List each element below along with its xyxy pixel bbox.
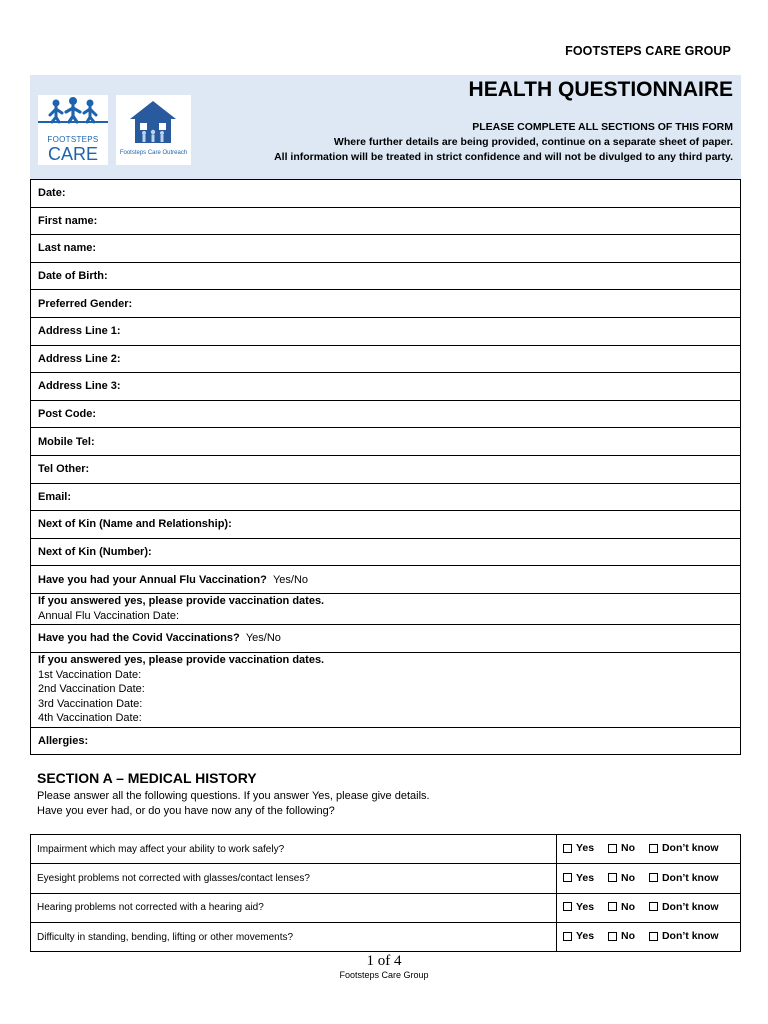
- checkbox-icon: [563, 932, 572, 941]
- medical-question-2: Eyesight problems not corrected with glasses/contact lenses?: [31, 864, 557, 893]
- checkbox-icon: [649, 932, 658, 941]
- flu-followup-heading: If you answered yes, please provide vaccination dates.: [38, 595, 325, 608]
- logo-text-outreach: Footsteps Care Outreach: [119, 150, 188, 156]
- yes-label: Yes: [576, 930, 595, 943]
- dont-know-checkbox[interactable]: [649, 842, 719, 854]
- checkbox-icon: [649, 844, 658, 853]
- flu-vaccination-yes-no: Yes/No: [272, 573, 308, 586]
- field-address-line-2[interactable]: Address Line 2:: [31, 345, 741, 373]
- no-checkbox[interactable]: [608, 842, 635, 854]
- document-title: HEALTH QUESTIONNAIRE: [468, 78, 733, 101]
- field-date-of-birth[interactable]: Date of Birth:: [31, 262, 741, 290]
- flu-vaccination-question: Have you had your Annual Flu Vaccination?: [38, 573, 267, 586]
- answer-options-2: [557, 864, 741, 893]
- section-a-instruction-1: Please answer all the following questions. If you answer Yes, please give details.: [37, 790, 430, 802]
- no-label: No: [621, 842, 636, 855]
- footsteps-care-logo: [38, 95, 108, 165]
- covid-vaccination-date-1: 1st Vaccination Date:: [38, 668, 142, 681]
- field-preferred-gender[interactable]: Preferred Gender:: [31, 290, 741, 318]
- checkbox-icon: [649, 873, 658, 882]
- medical-question-3: Hearing problems not corrected with a hearing aid?: [31, 893, 557, 922]
- field-next-of-kin-name[interactable]: Next of Kin (Name and Relationship):: [31, 511, 741, 539]
- section-a-title: SECTION A – MEDICAL HISTORY: [37, 770, 257, 786]
- dont-know-label: Don’t know: [661, 842, 719, 855]
- field-covid-vaccination-dates[interactable]: [31, 652, 741, 727]
- field-tel-other[interactable]: Tel Other:: [31, 455, 741, 483]
- checkbox-icon: [649, 902, 658, 911]
- dont-know-checkbox[interactable]: [649, 930, 719, 942]
- page-number: 1 of 4: [366, 953, 402, 969]
- field-address-line-3[interactable]: Address Line 3:: [31, 373, 741, 401]
- dont-know-label: Don’t know: [661, 871, 719, 884]
- instruction-line-1: PLEASE COMPLETE ALL SECTIONS OF THIS FORM: [472, 121, 733, 133]
- covid-vaccination-question: Have you had the Covid Vaccinations?: [38, 632, 240, 645]
- dont-know-label: Don’t know: [661, 900, 719, 913]
- dont-know-label: Don’t know: [661, 930, 719, 943]
- covid-vaccination-date-2: 2nd Vaccination Date:: [38, 683, 145, 696]
- no-checkbox[interactable]: [608, 872, 635, 884]
- covid-vaccination-date-4: 4th Vaccination Date:: [38, 712, 142, 725]
- yes-label: Yes: [576, 871, 595, 884]
- yes-checkbox[interactable]: [563, 842, 594, 854]
- dont-know-checkbox[interactable]: [649, 872, 719, 884]
- checkbox-icon: [608, 844, 617, 853]
- field-next-of-kin-number[interactable]: Next of Kin (Number):: [31, 538, 741, 566]
- field-allergies[interactable]: Allergies:: [31, 727, 741, 755]
- field-last-name[interactable]: Last name:: [31, 235, 741, 263]
- checkbox-icon: [608, 873, 617, 882]
- header-band: [30, 75, 741, 179]
- covid-vaccination-yes-no: Yes/No: [245, 632, 281, 645]
- yes-label: Yes: [576, 900, 595, 913]
- field-address-line-1[interactable]: Address Line 1:: [31, 317, 741, 345]
- table-row: [31, 893, 741, 922]
- field-date[interactable]: Date:: [31, 180, 741, 208]
- checkbox-icon: [563, 844, 572, 853]
- covid-vaccination-date-3: 3rd Vaccination Date:: [38, 697, 143, 710]
- answer-options-4: [557, 922, 741, 951]
- field-mobile-tel[interactable]: Mobile Tel:: [31, 428, 741, 456]
- footsteps-care-outreach-logo: [116, 95, 191, 165]
- field-flu-vaccination-dates[interactable]: [31, 593, 741, 624]
- checkbox-icon: [563, 873, 572, 882]
- checkbox-icon: [563, 902, 572, 911]
- covid-followup-heading: If you answered yes, please provide vaccination dates.: [38, 654, 325, 667]
- no-checkbox[interactable]: [608, 901, 635, 913]
- field-flu-vaccination[interactable]: [31, 566, 741, 594]
- medical-history-table: [30, 834, 741, 952]
- table-row: [31, 922, 741, 951]
- personal-details-table: [30, 179, 741, 755]
- no-label: No: [621, 871, 636, 884]
- organisation-name: FOOTSTEPS CARE GROUP: [565, 44, 731, 58]
- medical-question-4: Difficulty in standing, bending, lifting or other movements?: [31, 922, 557, 951]
- field-email[interactable]: Email:: [31, 483, 741, 511]
- yes-checkbox[interactable]: [563, 872, 594, 884]
- no-label: No: [621, 930, 636, 943]
- checkbox-icon: [608, 902, 617, 911]
- flu-vaccination-date: Annual Flu Vaccination Date:: [38, 609, 180, 622]
- logo-text-footsteps: FOOTSTEPS: [47, 135, 99, 144]
- checkbox-icon: [608, 932, 617, 941]
- section-a-instruction-2: Have you ever had, or do you have now any of the following?: [37, 805, 335, 817]
- no-label: No: [621, 900, 636, 913]
- dont-know-checkbox[interactable]: [649, 901, 719, 913]
- instruction-line-3: All information will be treated in strict confidence and will not be divulged to any third party.: [274, 151, 733, 163]
- field-covid-vaccination[interactable]: [31, 624, 741, 652]
- yes-checkbox[interactable]: [563, 901, 594, 913]
- instruction-line-2: Where further details are being provided, continue on a separate sheet of paper.: [333, 136, 733, 148]
- field-first-name[interactable]: First name:: [31, 207, 741, 235]
- no-checkbox[interactable]: [608, 930, 635, 942]
- logo-text-care: CARE: [47, 144, 98, 164]
- field-post-code[interactable]: Post Code:: [31, 400, 741, 428]
- footer-organisation: Footsteps Care Group: [339, 970, 429, 980]
- medical-question-1: Impairment which may affect your ability to work safely?: [31, 835, 557, 864]
- table-row: [31, 864, 741, 893]
- table-row: [31, 835, 741, 864]
- yes-checkbox[interactable]: [563, 930, 594, 942]
- answer-options-3: [557, 893, 741, 922]
- answer-options-1: [557, 835, 741, 864]
- yes-label: Yes: [576, 842, 595, 855]
